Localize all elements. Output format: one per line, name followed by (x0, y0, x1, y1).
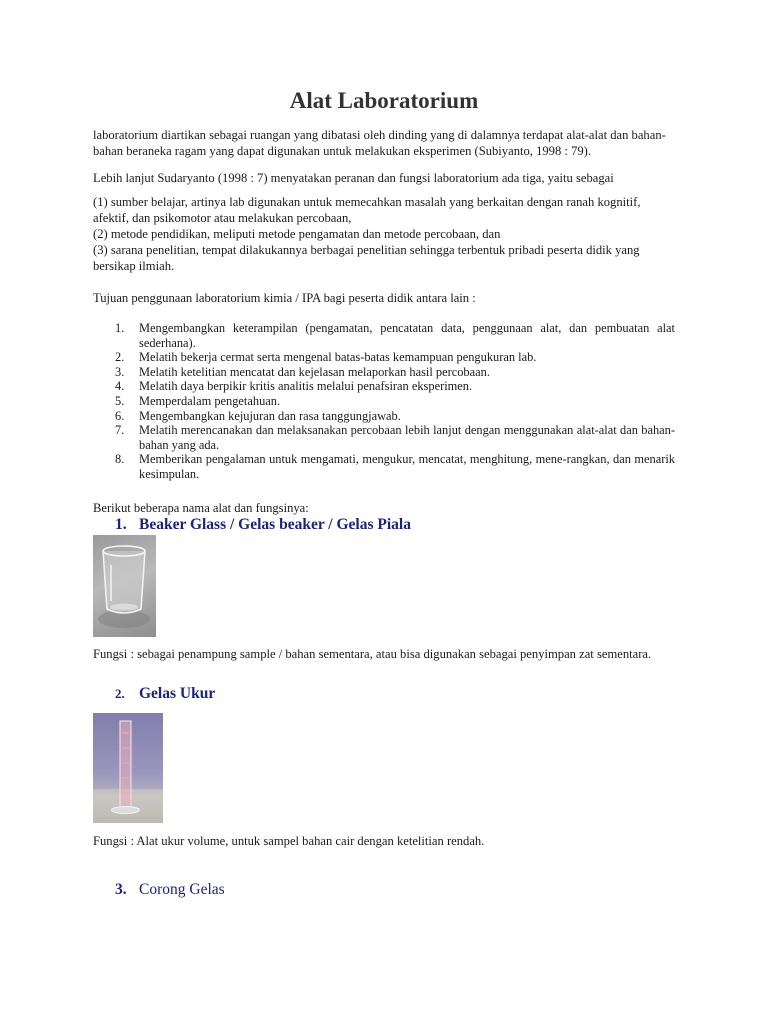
role-line-2: (2) metode pendidikan, meliputi metode pengamatan dan metode percobaan, dan (93, 227, 501, 241)
measuring-cylinder-image (93, 713, 163, 823)
list-item (93, 452, 675, 481)
list-item-text: Memperdalam pengetahuan. (139, 393, 281, 408)
list-item (93, 409, 675, 424)
tool-heading-corong-gelas (93, 881, 225, 899)
role-line-3: (3) sarana penelitian, tempat dilakukannya berbagai penelitian sehingga terbentuk pribadi peserta didik yang bersikap ilmiah. (93, 243, 640, 273)
list-item-number: 4. (115, 379, 125, 394)
tool-function-beaker: Fungsi : sebagai penampung sample / bahan sementara, atau bisa digunakan sebagai penyimpan zat sementara. (93, 647, 652, 661)
beaker-illustration (93, 535, 156, 637)
tool-number: 3. (115, 881, 127, 898)
roles-paragraph (93, 194, 675, 274)
goals-intro-paragraph: Tujuan penggunaan laboratorium kimia / IPA bagi peserta didik antara lain : (93, 291, 476, 305)
goals-list (93, 321, 675, 482)
list-item-text: Memberikan pengalaman untuk mengamati, mengukur, mencatat, menghitung, mene-rangkan, dan menarik kesimpulan. (139, 452, 675, 481)
list-item (93, 350, 675, 365)
list-item-number: 2. (115, 350, 125, 365)
list-item (93, 379, 675, 394)
tool-heading-gelas-ukur (93, 685, 215, 703)
list-item-number: 1. (115, 321, 125, 335)
list-item-text: Melatih ketelitian mencatat dan kejelasan melaporkan hasil percobaan. (139, 364, 490, 379)
tool-number: 2. (115, 686, 125, 701)
measuring-cylinder-illustration (93, 713, 163, 823)
roles-intro-paragraph: Lebih lanjut Sudaryanto (1998 : 7) menyatakan peranan dan fungsi laboratorium ada tiga, yaitu sebagai (93, 171, 614, 185)
tool-function-gelas-ukur: Fungsi : Alat ukur volume, untuk sampel bahan cair dengan ketelitian rendah. (93, 834, 485, 848)
tools-intro-paragraph: Berikut beberapa nama alat dan fungsinya: (93, 501, 309, 515)
tool-name: Corong Gelas (139, 881, 225, 898)
list-item-number: 5. (115, 393, 125, 408)
list-item-number: 3. (115, 364, 125, 379)
list-item-text: Melatih daya berpikir kritis analitis melalui penafsiran eksperimen. (139, 379, 473, 394)
tool-number: 1. (115, 516, 127, 533)
list-item-number: 8. (115, 452, 125, 467)
list-item-number: 6. (115, 408, 125, 423)
tool-heading-beaker (93, 516, 411, 534)
tool-name: Beaker Glass / Gelas beaker / Gelas Piala (139, 516, 411, 533)
beaker-glass-image (93, 535, 156, 637)
tool-name: Gelas Ukur (139, 685, 216, 702)
list-item (93, 423, 675, 452)
page-title: Alat Laboratorium (289, 88, 479, 113)
list-item (93, 321, 675, 350)
list-item-text: Mengembangkan keterampilan (pengamatan, pencatatan data, penggunaan alat, dan pembuatan alat sederhana). (139, 321, 675, 350)
list-item (93, 394, 675, 409)
list-item-text: Melatih merencanakan dan melaksanakan percobaan lebih lanjut dengan menggunakan alat-alat dan bahan-bahan yang ada. (139, 423, 675, 452)
role-line-1: (1) sumber belajar, artinya lab digunakan untuk memecahkan masalah yang berkaitan dengan ranah kognitif, afektif, dan psikomotor atau melakukan percobaan, (93, 195, 641, 225)
list-item-text: Melatih bekerja cermat serta mengenal batas-batas kemampuan pengukuran lab. (139, 350, 537, 365)
list-item (93, 365, 675, 380)
list-item-number: 7. (115, 423, 125, 438)
intro-paragraph: laboratorium diartikan sebagai ruangan yang dibatasi oleh dinding yang di dalamnya terdapat alat-alat dan bahan-bahan beraneka ragam yang dapat digunakan untuk melakukan eksperimen (Subiyanto, 1998 : 79). (93, 128, 666, 158)
list-item-text: Mengembangkan kejujuran dan rasa tanggungjawab. (139, 408, 401, 423)
